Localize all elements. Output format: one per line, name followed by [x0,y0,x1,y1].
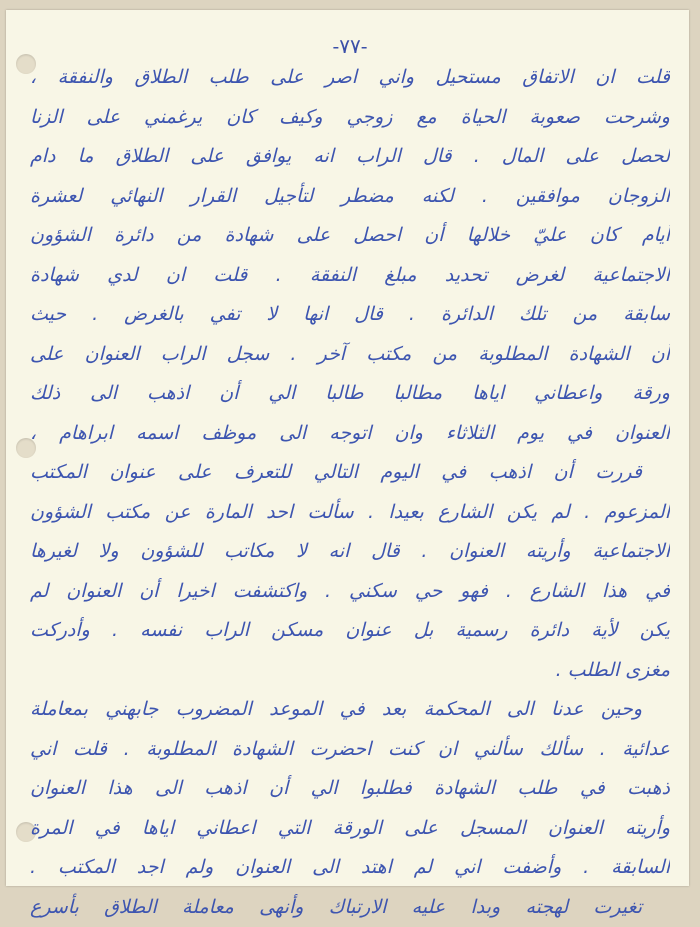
handwritten-text-block [30,58,670,927]
text-line: وحين عدنا الى المحكمة بعد في الموعد المضروب جابهني بمعاملة [30,690,670,730]
text-line: أيام كان عليّ خلالها أن احصل على شهادة من دائرة الشؤون [30,216,670,256]
text-line: ذهبت في طلب الشهادة فطلبوا الي أن اذهب الى هذا العنوان [30,769,670,809]
text-line: مغزى الطلب . [30,651,670,691]
text-line: لحصل على المال . قال الراب انه يوافق على الطلاق ما دام [30,137,670,177]
text-line: قررت أن اذهب في اليوم التالي للتعرف على عنوان المكتب [30,453,670,493]
text-line: وأريته العنوان المسجل على الورقة التي اعطاني اياها في المرة [30,809,670,849]
text-line: المزعوم . لم يكن الشارع بعيدا . سألت احد المارة عن مكتب الشؤون [30,493,670,533]
text-line: العنوان في يوم الثلاثاء وان اتوجه الى موظف اسمه ابراهام ، [30,414,670,454]
text-line: السابقة . وأضفت اني لم اهتد الى العنوان ولم اجد المكتب . [30,848,670,888]
text-line: الاجتماعية وأريته العنوان . قال انه لا مكاتب للشؤون ولا لغيرها [30,532,670,572]
text-line: سابقة من تلك الدائرة . قال انها لا تفي بالغرض . حيث [30,295,670,335]
text-line: يكن لأية دائرة رسمية بل عنوان مسكن الراب نفسه . وأدركت [30,611,670,651]
text-line: ورقة واعطاني اياها مطالبا طالبا الي أن اذهب الى ذلك [30,374,670,414]
text-line: أن الشهادة المطلوبة من مكتب آخر . سجل الراب العنوان على [30,335,670,375]
text-line: عدائية . سألك سألني ان كنت احضرت الشهادة المطلوبة . قلت اني [30,730,670,770]
page-number: -٧٧- [0,34,700,58]
text-line: قلت ان الاتفاق مستحيل واني اصر على طلب الطلاق والنفقة ، [30,58,670,98]
text-line: تغيرت لهجته وبدا عليه الارتباك وأنهى معاملة الطلاق بأسرع [30,888,670,927]
text-line: الاجتماعية لغرض تحديد مبلغ النفقة . قلت ان لدي شهادة [30,256,670,296]
text-line: وشرحت صعوبة الحياة مع زوجي وكيف كان يرغمني على الزنا [30,98,670,138]
text-line: في هذا الشارع . فهو حي سكني . واكتشفت اخيرا أن العنوان لم [30,572,670,612]
text-line: الزوجان موافقين . لكنه مضطر لتأجيل القرار النهائي لعشرة [30,177,670,217]
